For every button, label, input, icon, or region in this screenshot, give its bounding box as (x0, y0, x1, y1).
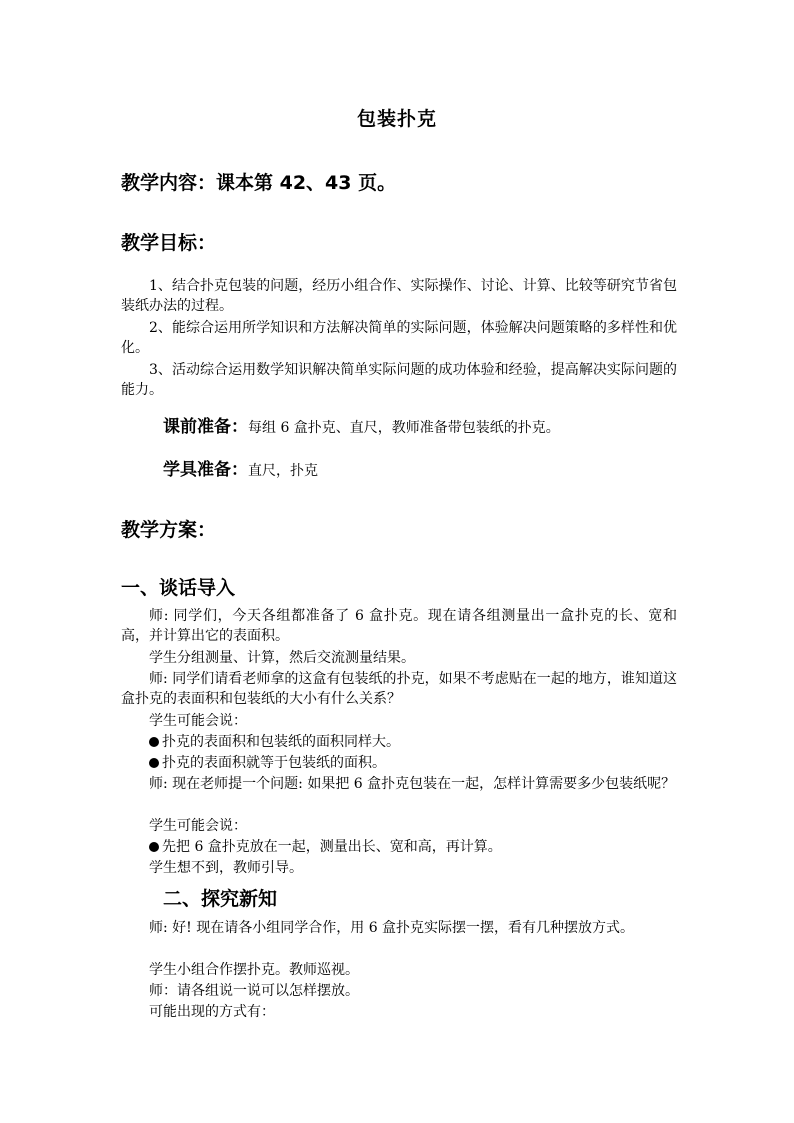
bullet-text: 扑克的表面积和包装纸的面积同样大。 (162, 734, 400, 750)
goal-item-2: 2、能综合运用所学知识和方法解决简单的实际问题，体验解决问题策略的多样性和优化。 (121, 320, 677, 356)
pre-class-preparation (163, 412, 560, 437)
section-1-heading: 一、谈话导入 (121, 577, 236, 599)
student-tools-text: 直尺，扑克 (248, 463, 318, 479)
section-2-line-2: 师：请各组说一说可以怎样摆放。 (149, 983, 359, 999)
teaching-content-heading: 教学内容：课本第 42、43 页。 (121, 172, 397, 194)
pre-class-preparation-label: 课前准备： (163, 417, 248, 437)
teaching-plan-heading: 教学方案： (121, 519, 217, 541)
section-1-paragraph-2: 师: 同学们请看老师拿的这盒有包装纸的扑克，如果不考虑贴在一起的地方，谁知道这盒扑克的表面积和包装纸的大小有什么关系？ (121, 671, 677, 707)
section-1-paragraph-3: 师: 现在老师提一个问题: 如果把 6 盒扑克包装在一起，怎样计算需要多少包装纸呢？ (149, 776, 676, 792)
bullet-icon (149, 758, 159, 768)
section-2-line-3: 可能出现的方式有： (149, 1004, 275, 1020)
student-tools-label: 学具准备： (163, 460, 248, 480)
teaching-goals-heading: 教学目标： (121, 232, 217, 254)
section-1-paragraph-1: 师: 同学们，今天各组都准备了 6 盒扑克。现在请各组测量出一盒扑克的长、宽和高，并计算出它的表面积。 (121, 608, 677, 644)
pre-class-preparation-text: 每组 6 盒扑克、直尺，教师准备带包装纸的扑克。 (248, 420, 560, 436)
student-tools-preparation (163, 455, 318, 480)
bullet-icon (149, 842, 159, 852)
section-1-bullet-3 (149, 837, 502, 857)
section-1-line-4: 学生想不到，教师引导。 (149, 860, 303, 876)
section-1-line-1: 学生分组测量、计算，然后交流测量结果。 (149, 650, 415, 666)
section-2-line-1: 学生小组合作摆扑克。教师巡视。 (149, 962, 359, 978)
section-1-line-2: 学生可能会说： (149, 713, 247, 729)
section-2-heading: 二、探究新知 (163, 888, 278, 910)
goal-item-3: 3、活动综合运用数学知识解决简单实际问题的成功体验和经验，提高解决实际问题的能力。 (121, 362, 677, 398)
goal-item-1: 1、结合扑克包装的问题，经历小组合作、实际操作、讨论、计算、比较等研究节省包装纸办法的过程。 (121, 278, 677, 314)
section-1-line-3: 学生可能会说： (149, 818, 247, 834)
bullet-icon (149, 737, 159, 747)
section-1-bullet-1 (149, 732, 400, 752)
document-title: 包装扑克 (356, 108, 437, 130)
bullet-text: 先把 6 盒扑克放在一起，测量出长、宽和高，再计算。 (162, 839, 502, 855)
section-2-paragraph-1: 师: 好! 现在请各小组同学合作，用 6 盒扑克实际摆一摆，看有几种摆放方式。 (149, 920, 635, 936)
bullet-text: 扑克的表面积就等于包装纸的面积。 (162, 755, 386, 771)
section-1-bullet-2 (149, 753, 386, 773)
